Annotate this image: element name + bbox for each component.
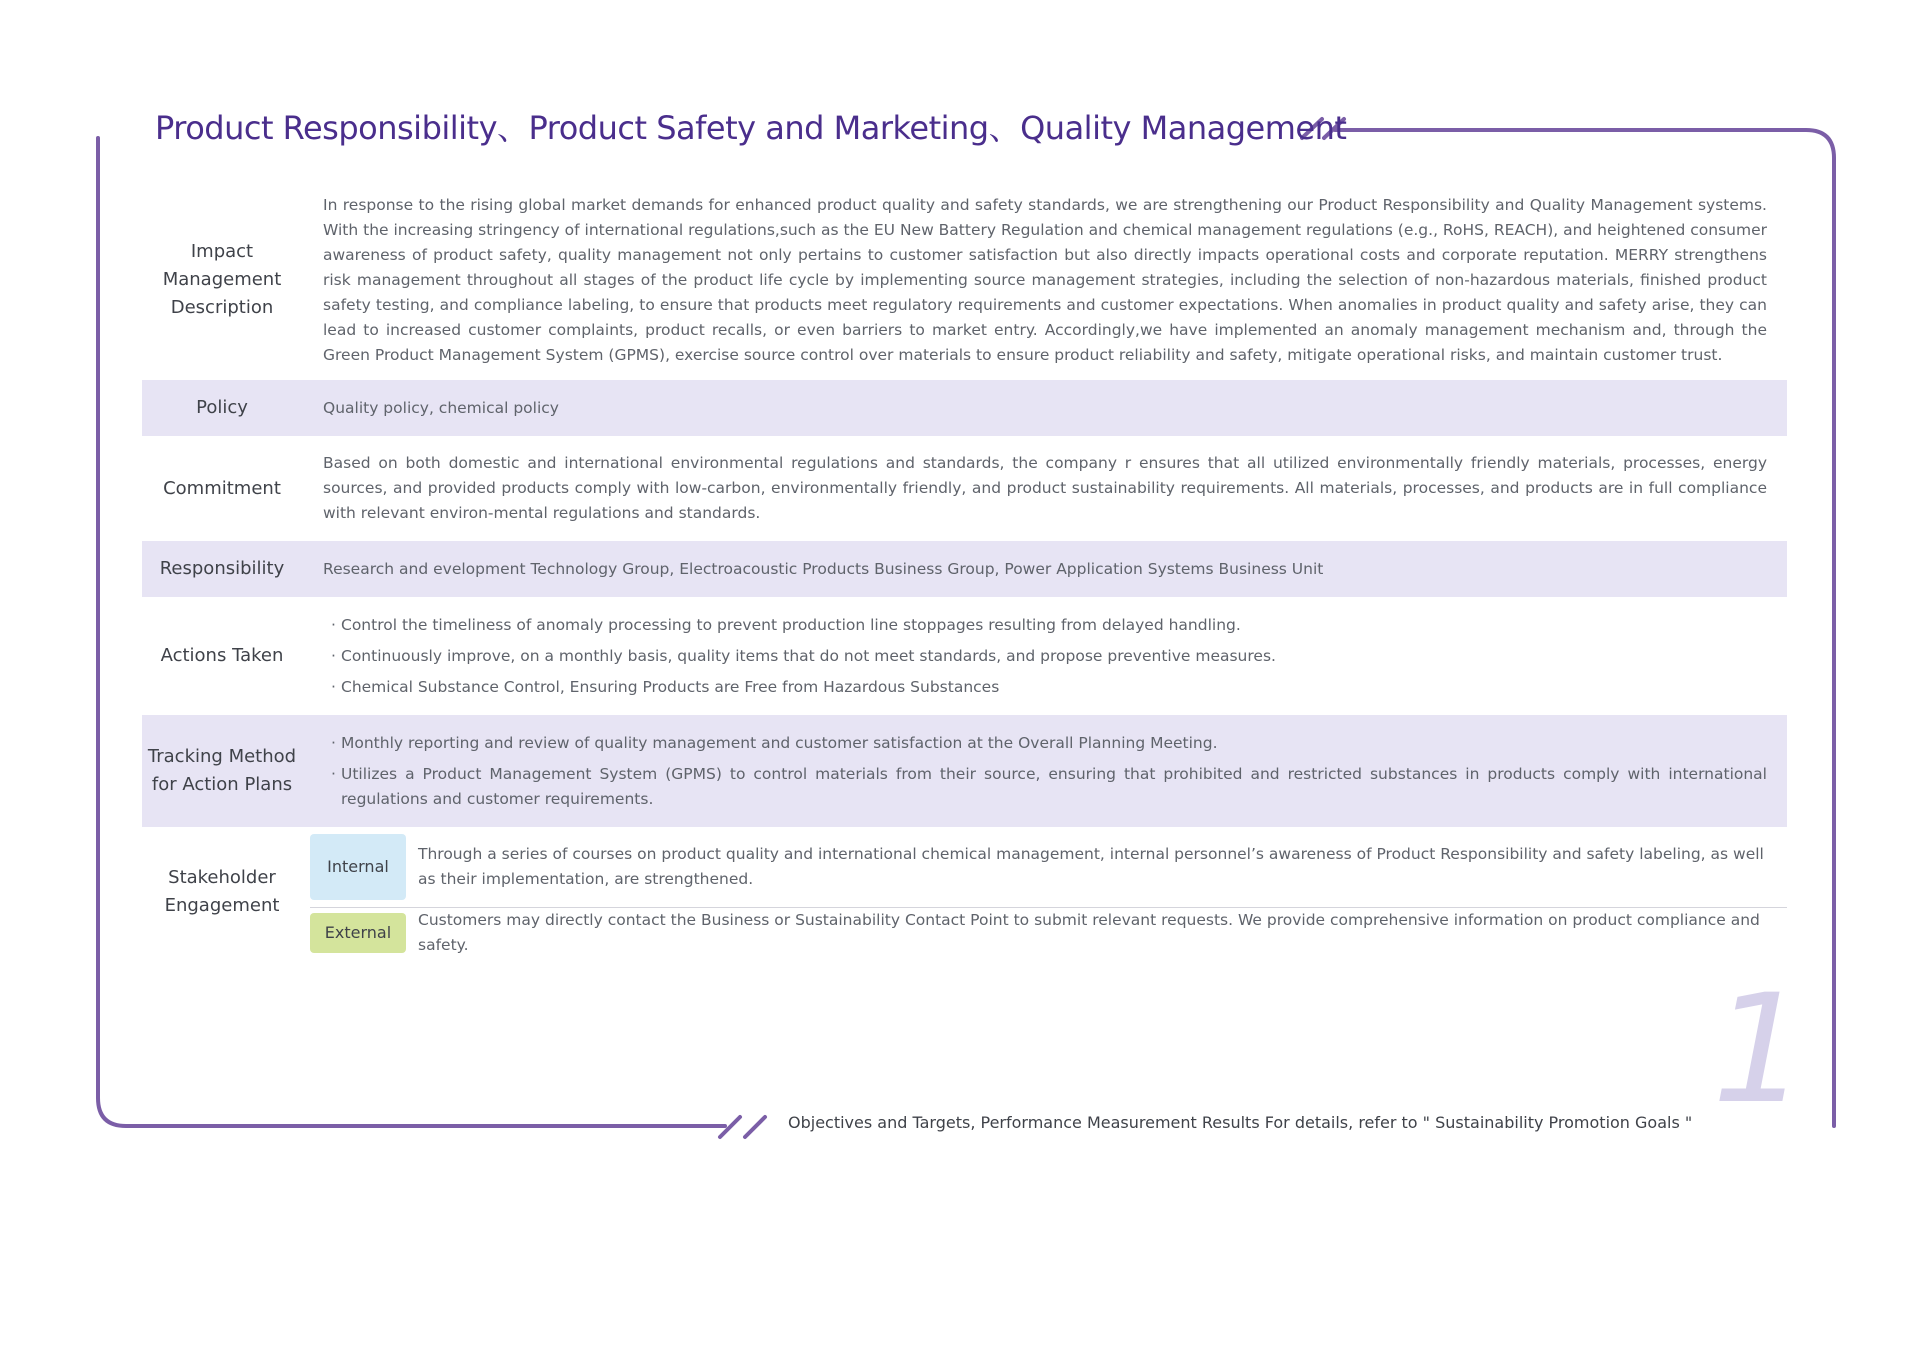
- list-item: · Monthly reporting and review of quality management and customer satisfaction at the Overall Planning Meeting.: [323, 731, 1767, 756]
- external-tag: External: [310, 913, 406, 953]
- impact-text: In response to the rising global market demands for enhanced product quality and safety standards, we are strengthening our Product Responsibility and Quality Management systems. With the increasing stringency of international regulations,such as the EU New Battery Regulation and chemical management regulations (e.g., RoHS, REACH), and heightened consumer awareness of product safety, quality management not only pertains to customer satisfaction but also directly impacts operational costs and corporate reputation. MERRY strengthens risk management throughout all stages of the product life cycle by implementing source management strategies, including the selection of non-hazardous materials, finished product safety testing, and compliance labeling, to ensure that products meet regulatory requirements and customer expectations. When anomalies in product quality and safety arise, they can lead to increased customer complaints, product recalls, or even barriers to market entry. Accordingly,we have implemented an anomaly management mechanism and, through the Green Product Management System (GPMS), exercise source control over materials to ensure product reliability and safety, mitigate operational risks, and maintain customer trust.: [323, 195, 1767, 364]
- impact-label: Impact Management Description: [162, 241, 282, 318]
- section-number: 1: [1712, 963, 1808, 1137]
- policy-label: Policy: [196, 397, 248, 418]
- row-commitment: [142, 436, 1787, 541]
- internal-tag: Internal: [310, 834, 406, 900]
- list-item: · Control the timeliness of anomaly processing to prevent production line stoppages resulting from delayed handling.: [323, 613, 1767, 638]
- row-policy: [142, 380, 1787, 436]
- policy-text: Quality policy, chemical policy: [323, 398, 559, 417]
- row-responsibility: [142, 541, 1787, 597]
- row-actions-taken: [142, 597, 1787, 715]
- tracking-content: [302, 725, 1787, 818]
- tracking-list: [323, 731, 1767, 812]
- list-item: · Continuously improve, on a monthly basis, quality items that do not meet standards, and propose preventive measures.: [323, 644, 1767, 669]
- management-table: [142, 180, 1787, 957]
- external-text: Customers may directly contact the Business or Sustainability Contact Point to submit relevant requests. We provide comprehensive information on product compliance and safety.: [418, 911, 1760, 954]
- commitment-text: Based on both domestic and international environmental regulations and standards, the company r ensures that all utilized environmentally friendly materials, processes, energy sources, and provided products comply with low-carbon, environmentally friendly, and product sustainability requirements. All materials, processes, and products are in full compliance with relevant environ-mental regulations and standards.: [323, 454, 1767, 522]
- list-item: · Utilizes a Product Management System (GPMS) to control materials from their source, ensuring that prohibited and restricted substances in products comply with international regulations and customer requirements.: [323, 762, 1767, 812]
- stakeholder-external-row: [310, 908, 1787, 958]
- tracking-label: Tracking Method for Action Plans: [147, 746, 297, 795]
- stakeholder-internal-row: [310, 827, 1787, 908]
- footer-note: Objectives and Targets, Performance Measurement Results For details, refer to " Sustainability Promotion Goals ": [788, 1113, 1693, 1132]
- actions-content: [302, 607, 1787, 706]
- list-item: · Chemical Substance Control, Ensuring Products are Free from Hazardous Substances: [323, 675, 1767, 700]
- row-stakeholder-engagement: [142, 827, 1787, 957]
- stakeholder-content: [302, 827, 1787, 957]
- page-title: Product Responsibility、Product Safety and Marketing、Quality Management: [155, 109, 1347, 147]
- row-tracking-method: [142, 715, 1787, 827]
- responsibility-text: Research and evelopment Technology Group, Electroacoustic Products Business Group, Power Application Systems Business Unit: [323, 559, 1324, 578]
- row-impact-management: [142, 180, 1787, 380]
- responsibility-label: Responsibility: [159, 558, 285, 579]
- commitment-label: Commitment: [163, 477, 281, 499]
- stakeholder-label: Stakeholder Engagement: [164, 867, 280, 916]
- footer-slash-2: [745, 1117, 765, 1137]
- actions-label: Actions Taken: [160, 645, 284, 666]
- internal-text: Through a series of courses on product quality and international chemical management, internal personnel’s awareness of Product Responsibility and safety labeling, as well as their implementation, are strengthened.: [418, 845, 1764, 888]
- actions-list: [323, 613, 1767, 700]
